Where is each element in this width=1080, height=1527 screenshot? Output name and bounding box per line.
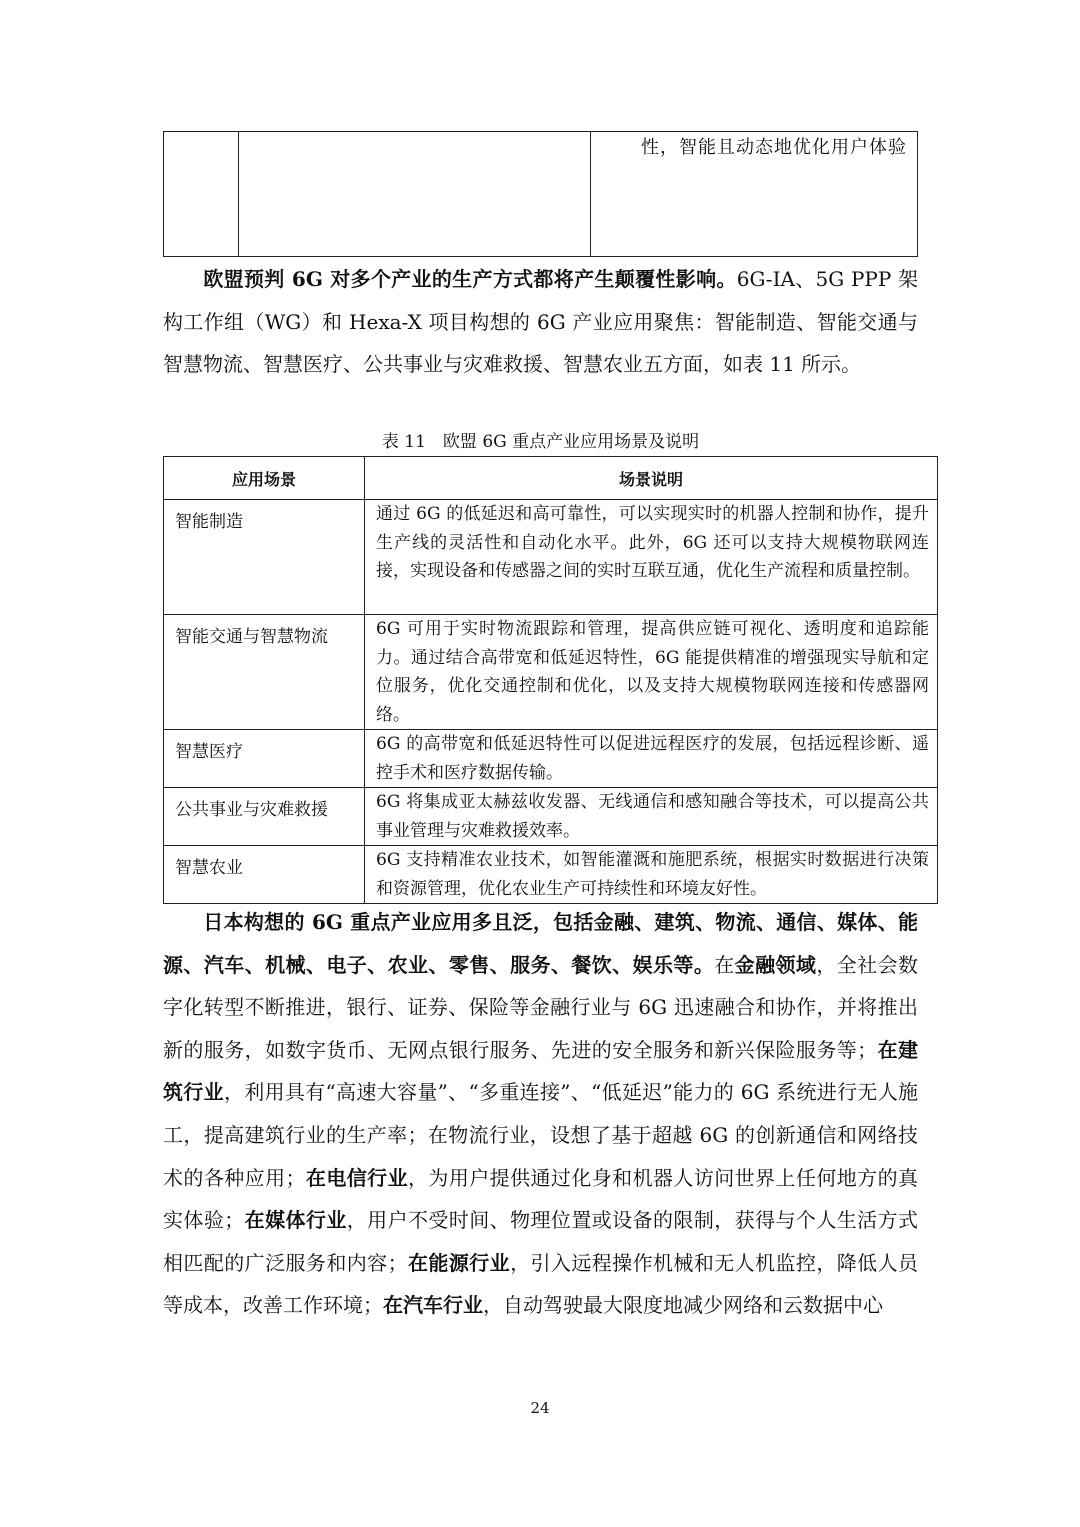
application-scenario-table	[163, 456, 938, 904]
text-run: ，用户不受时间、物理位置或设备的限制，获得与个人生活方式相匹配的广泛服务和内容；	[163, 1208, 918, 1275]
scene-cell: 智慧农业	[175, 858, 243, 878]
text-run: ，引入远程操作机械和无人机监控，降低人员等成本，改善工作环境；	[163, 1250, 919, 1318]
japan-bold-lead: 日本构想的 6G 重点产业应用多且泛，包括金融、建筑、物流、通信、媒体、能源、汽车、机械、电子、农业、零售、服务、餐饮、娱乐等。	[163, 910, 918, 977]
table-row	[164, 788, 938, 846]
japan-paragraph	[163, 901, 918, 1327]
table-cell-empty	[239, 132, 591, 257]
intro-paragraph	[163, 258, 918, 386]
bold-run: 在建筑行业	[163, 1037, 919, 1105]
bold-run: 在汽车行业	[383, 1293, 483, 1318]
table-row	[164, 500, 938, 615]
text-run: ，自动驾驶最大限度地减少网络和云数据中心	[483, 1293, 883, 1318]
header-scene: 应用场景	[164, 457, 365, 500]
continued-table	[163, 131, 918, 257]
intro-bold-lead: 欧盟预判 6G 对多个产业的生产方式都将产生颠覆性影响。	[203, 267, 737, 291]
bold-run: 在媒体行业	[244, 1208, 347, 1233]
text-run: ，为用户提供通过化身和机器人访问世界上任何地方的真实体验；	[163, 1165, 918, 1233]
bold-run: 在电信行业	[305, 1165, 408, 1190]
table-header-row	[164, 457, 938, 500]
description-cell: 通过 6G 的低延迟和高可靠性，可以实现实时的机器人控制和协作，提升生产线的灵活性和自动化水平。此外，6G 还可以支持大规模物联网连接，实现设备和传感器之间的实时互联互通，优化生产流程和质量控制。	[376, 504, 929, 581]
scene-cell: 公共事业与灾难救援	[175, 800, 328, 820]
description-cell: 6G 支持精准农业技术，如智能灌溉和施肥系统，根据实时数据进行决策和资源管理，优化农业生产可持续性和环境友好性。	[376, 850, 929, 899]
text-run: 在	[714, 952, 735, 977]
table-row	[164, 846, 938, 904]
scene-cell: 智慧医疗	[175, 742, 243, 762]
intro-text: 6G-IA、5G PPP 架构工作组（WG）和 Hexa-X 项目构想的 6G 产业应用聚焦：智能制造、智能交通与智慧物流、智慧医疗、公共事业与灾难救援、智慧农业五方面，如表 11 所示。	[163, 267, 919, 377]
description-cell: 6G 将集成亚太赫兹收发器、无线通信和感知融合等技术，可以提高公共事业管理与灾难救援效率。	[376, 792, 929, 841]
bold-run: 在能源行业	[407, 1250, 511, 1275]
bold-run: 金融领域	[734, 952, 817, 977]
table-row	[164, 730, 938, 788]
text-run: ，利用具有“高速大容量”、“多重连接”、“低延迟”能力的 6G 系统进行无人施工，提高建筑行业的生产率；在物流行业，设想了基于超越 6G 的创新通信和网络技术的各种应用；	[163, 1080, 919, 1190]
scene-cell: 智能制造	[175, 512, 243, 532]
description-cell: 6G 可用于实时物流跟踪和管理，提高供应链可视化、透明度和追踪能力。通过结合高带宽和低延迟特性，6G 能提供精准的增强现实导航和定位服务，优化交通控制和优化，以及支持大规模物联网连接和传感器网络。	[376, 619, 929, 725]
table-caption: 表 11 欧盟 6G 重点产业应用场景及说明	[381, 432, 700, 452]
header-description: 场景说明	[365, 457, 938, 500]
table-cell	[591, 132, 918, 257]
text-run: ，全社会数字化转型不断推进，银行、证券、保险等金融行业与 6G 迅速融合和协作，并将推出新的服务，如数字货币、无网点银行服务、先进的安全服务和新兴保险服务等；	[163, 952, 919, 1062]
description-cell: 6G 的高带宽和低延迟特性可以促进远程医疗的发展，包括远程诊断、遥控手术和医疗数据传输。	[376, 734, 929, 783]
continued-cell-text: 性，智能且动态地优化用户体验	[641, 137, 907, 158]
table-cell-empty	[164, 132, 239, 257]
table-row	[164, 615, 938, 730]
scene-cell: 智能交通与智慧物流	[175, 627, 328, 647]
page-number: 24	[530, 1399, 550, 1417]
